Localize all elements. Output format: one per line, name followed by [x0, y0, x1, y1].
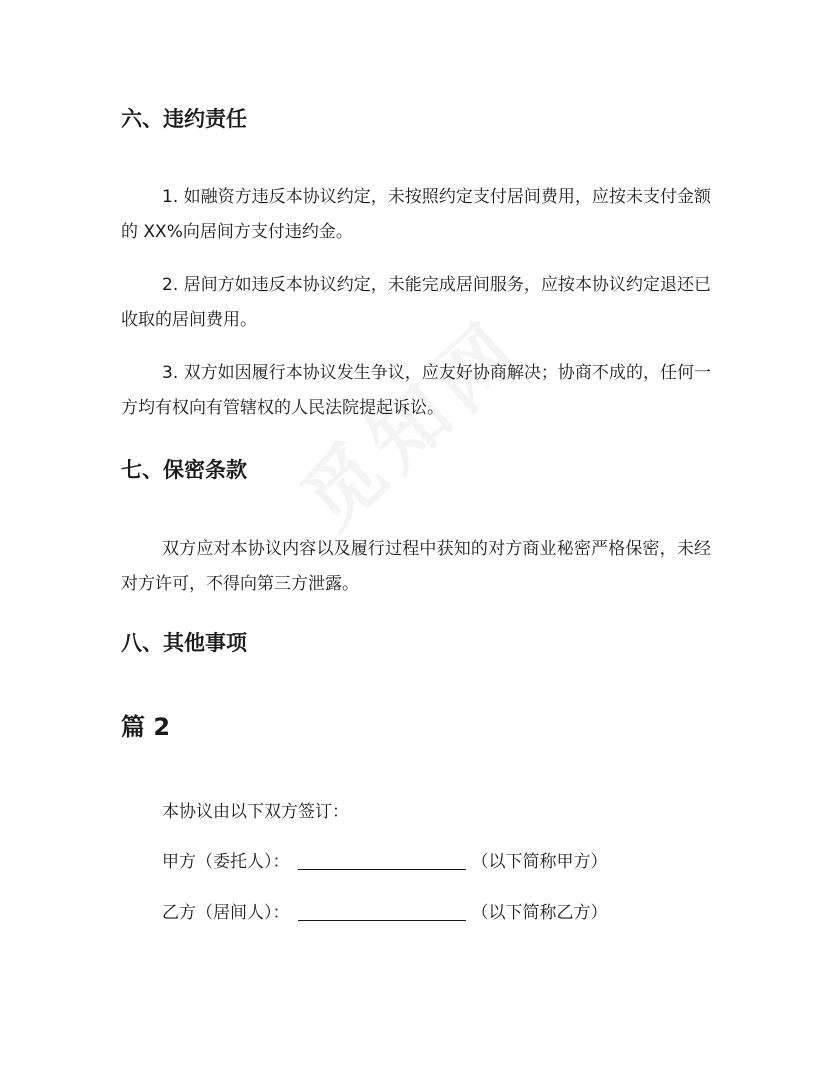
confidentiality-clause: 双方应对本协议内容以及履行过程中获知的对方商业秘密严格保密，未经对方许可，不得向第三方泄露。	[121, 539, 711, 594]
party-b-blank	[298, 900, 466, 921]
part-2-title: 篇 2	[121, 713, 171, 741]
party-a-label: 甲方（委托人）：	[162, 852, 290, 872]
party-b-suffix: （以下简称乙方）	[471, 903, 608, 923]
party-a-blank	[298, 849, 466, 870]
agreement-intro: 本协议由以下双方签订：	[162, 802, 349, 822]
section-heading-breach: 六、违约责任	[121, 107, 247, 131]
section-heading-other: 八、其他事项	[121, 631, 247, 655]
section-heading-confidentiality: 七、保密条款	[121, 458, 247, 482]
party-b-label: 乙方（居间人）：	[162, 903, 290, 923]
party-b-line	[162, 898, 608, 928]
party-a-line	[162, 847, 608, 877]
breach-clause-2: 2. 居间方如违反本协议约定，未能完成居间服务，应按本协议约定退还已收取的居间费用。	[121, 275, 711, 330]
breach-clause-1: 1. 如融资方违反本协议约定，未按照约定支付居间费用，应按未支付金额的 XX%向居间方支付违约金。	[121, 187, 711, 242]
breach-clause-3: 3. 双方如因履行本协议发生争议，应友好协商解决；协商不成的，任何一方均有权向有管辖权的人民法院提起诉讼。	[121, 363, 711, 418]
party-a-suffix: （以下简称甲方）	[471, 852, 608, 872]
